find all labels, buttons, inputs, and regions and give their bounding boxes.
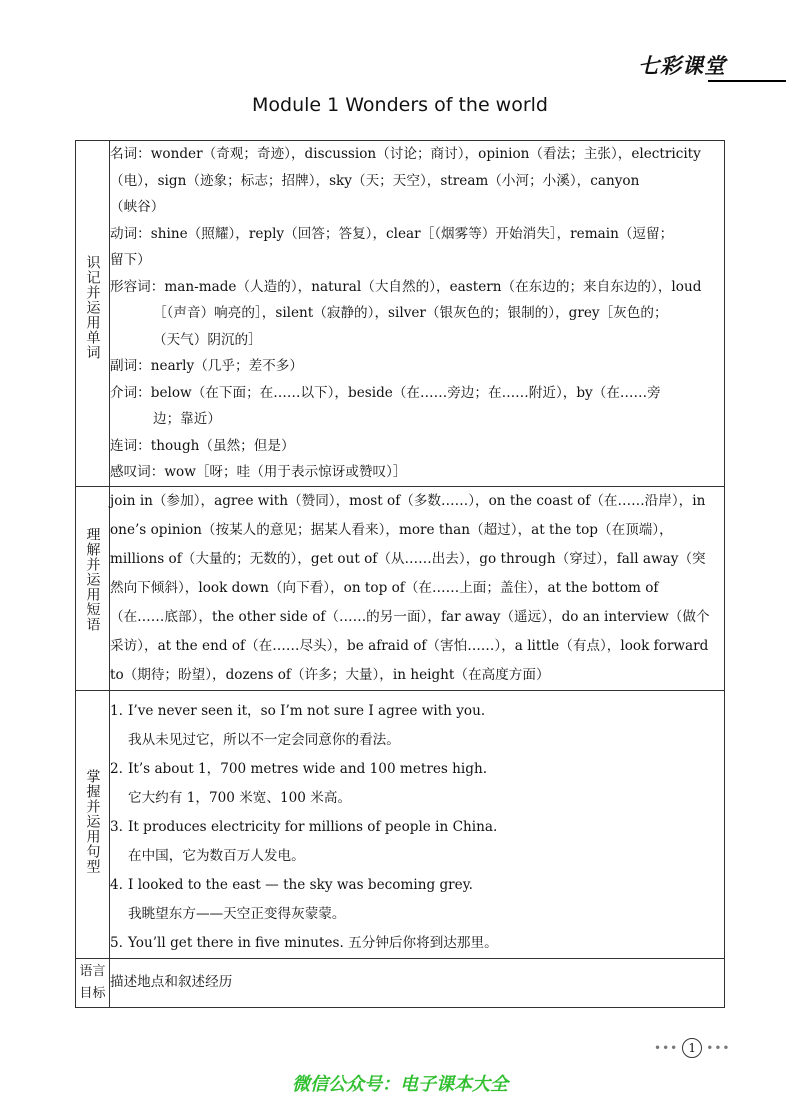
phrase-line-1: join in（参加），agree with（赞同），most of（多数……），on the coast of（在……沿岸），in — [110, 492, 706, 509]
vocab-label: 识记并运用单词 — [84, 255, 101, 360]
sentence-4-text: I looked to the east — the sky was becoming grey. — [128, 876, 473, 893]
sentence-1-number: 1. — [110, 702, 123, 719]
page-number: 1 — [682, 1038, 702, 1058]
phrases-label: 理解并运用短语 — [84, 526, 101, 632]
brand-logo — [638, 50, 726, 80]
footer-watermark: 微信公众号：电子课本大全 — [292, 1074, 508, 1095]
goal-content: 描述地点和叙述经历 — [110, 958, 725, 1007]
adj-line-2: ［（声音）响亮的］，silent（寂静的），silver（银灰色的；银制的），grey［灰色的； — [153, 305, 668, 321]
sentence-5-en — [110, 929, 724, 958]
sentence-3-text: It produces electricity for millions of people in China. — [128, 818, 498, 835]
prep-line-1: 介词：below（在下面；在……以下），beside（在……旁边；在……附近），by（在……旁 — [110, 384, 661, 401]
goal-label-bottom: 目标 — [79, 985, 106, 1001]
page-number-badge — [654, 1038, 730, 1058]
goal-label-top: 语言 — [79, 963, 106, 979]
phrases-label-cell — [76, 486, 110, 690]
summary-table — [75, 140, 725, 1008]
sentence-2-zh: 它大约有 1，700 米宽、100 米高。 — [128, 789, 352, 806]
noun-line-3: （峡谷） — [110, 199, 165, 215]
sentence-1-zh: 我从未见过它，所以不一定会同意你的看法。 — [128, 731, 400, 748]
adj-line-3: （天气）阴沉的］ — [153, 331, 262, 348]
adv-line: 副词：nearly（几乎；差不多） — [110, 358, 303, 374]
phrase-line-5: （在……底部），the other side of（……的另一面），far away（遥远），do an interview（做个 — [110, 608, 710, 625]
conj-line: 连词：though（虽然；但是） — [110, 437, 295, 454]
page-dots-left: ••• — [654, 1041, 679, 1055]
sentence-3-zh: 在中国，它为数百万人发电。 — [128, 847, 305, 864]
interj-line: 感叹词：wow［呀；哇（用于表示惊讶或赞叹）］ — [110, 464, 407, 480]
sentence-2-en — [110, 755, 724, 784]
phrases-content — [110, 486, 725, 690]
sentence-2-number: 2. — [110, 760, 123, 777]
page-title: Module 1 Wonders of the world — [252, 94, 548, 116]
vocab-content — [110, 141, 725, 487]
phrases-row — [76, 486, 725, 690]
vocab-row — [76, 141, 725, 487]
verb-line-1: 动词：shine（照耀），reply（回答；答复），clear［（烟雾等）开始消失］，remain（逗留； — [110, 225, 674, 242]
goal-row — [76, 958, 725, 1007]
sentence-1-en — [110, 697, 724, 726]
brand-name: 七彩课堂 — [638, 54, 726, 78]
verb-line-2: 留下） — [110, 252, 151, 268]
sentence-2-text: It’s about 1，700 metres wide and 100 metres high. — [128, 760, 488, 777]
sentence-3-en — [110, 813, 724, 842]
page-dots-right: ••• — [706, 1041, 731, 1055]
prep-line-2: 边；靠近） — [153, 411, 221, 427]
noun-line-2: （电），sign（迹象；标志；招牌），sky（天；天空），stream（小河；小溪），canyon — [110, 172, 640, 189]
phrase-line-3: millions of（大量的；无数的），get out of（从……出去），go through（穿过），fall away（突 — [110, 550, 706, 567]
sentences-row — [76, 690, 725, 958]
noun-line-1: 名词：wonder（奇观；奇迹），discussion（讨论；商讨），opinion（看法；主张），electricity — [110, 146, 701, 162]
sentence-1-text: I’ve never seen it，so I’m not sure I agree with you. — [128, 702, 486, 719]
sentence-4-zh: 我眺望东方——天空正变得灰蒙蒙。 — [128, 905, 346, 922]
sentences-label-cell — [76, 690, 110, 958]
sentences-label: 掌握并运用句型 — [84, 768, 101, 874]
phrase-line-6: 采访），at the end of（在……尽头），be afraid of（害怕……），a little（有点），look forward — [110, 637, 709, 654]
phrase-line-4: 然向下倾斜），look down（向下看），on top of（在……上面；盖住），at the bottom of — [110, 579, 659, 596]
phrase-line-2: one’s opinion（按某人的意见；据某人看来），more than（超过），at the top（在顶端）， — [110, 521, 673, 538]
sentence-5-number: 5. — [110, 934, 123, 951]
sentence-3-number: 3. — [110, 818, 123, 835]
phrase-line-7: to（期待；盼望），dozens of（许多；大量），in height（在高度方面） — [110, 666, 550, 683]
sentences-content — [110, 690, 725, 958]
goal-label-cell — [76, 958, 110, 1007]
adj-line-1: 形容词：man-made（人造的），natural（大自然的），eastern（在东边的；来自东边的），loud — [110, 278, 702, 295]
sentence-4-number: 4. — [110, 876, 123, 893]
sentence-5-text: You’ll get there in five minutes. 五分钟后你将到达那里。 — [128, 934, 498, 951]
vocab-label-cell — [76, 141, 110, 487]
sentence-4-en — [110, 871, 724, 900]
header-rule — [708, 80, 786, 82]
